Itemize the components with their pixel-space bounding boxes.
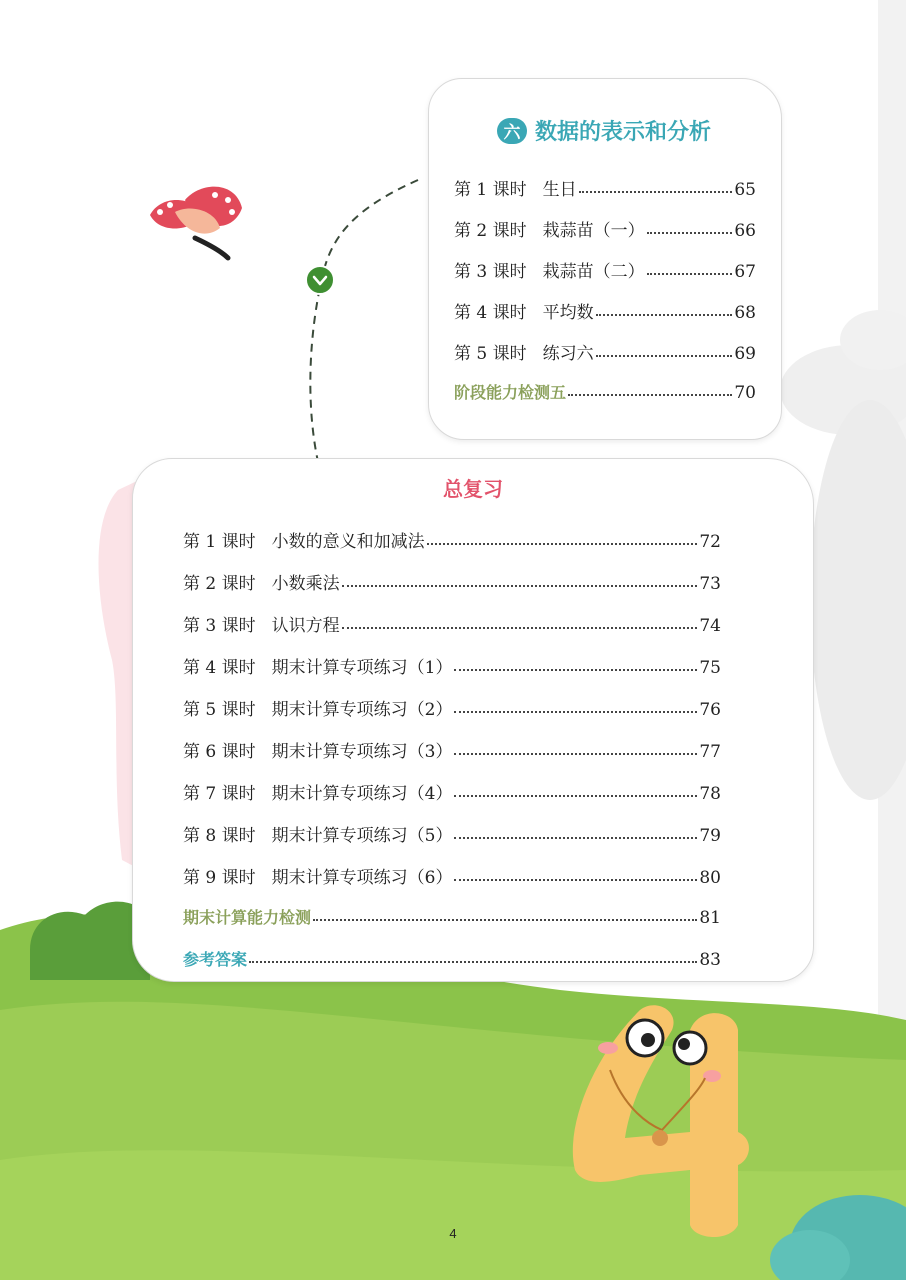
toc-leader-dots	[454, 711, 697, 713]
toc-lesson-label: 第 2 课时	[454, 221, 527, 241]
toc-title: 栽蒜苗（一）	[542, 221, 645, 241]
toc-entry[interactable]	[183, 611, 721, 653]
toc-entry[interactable]	[454, 380, 756, 421]
toc-title: 阶段能力检测五	[454, 383, 567, 402]
toc-entry[interactable]	[183, 905, 721, 947]
toc-page-number: 80	[699, 868, 721, 888]
toc-page-number: 70	[734, 383, 756, 403]
toc-entry[interactable]	[183, 821, 721, 863]
toc-page-number: 81	[699, 908, 721, 928]
toc-title: 平均数	[542, 303, 594, 323]
unit-header	[497, 115, 711, 146]
toc-entry[interactable]	[183, 737, 721, 779]
toc-title: 期末计算专项练习（5）	[271, 826, 453, 846]
toc-entry[interactable]	[183, 569, 721, 611]
toc-title: 栽蒜苗（二）	[542, 262, 645, 282]
toc-lesson-label: 第 5 课时	[183, 700, 256, 720]
toc-leader-dots	[454, 669, 697, 671]
toc-lesson-label: 第 6 课时	[183, 742, 256, 762]
toc-lesson-label: 第 7 课时	[183, 784, 256, 804]
toc-page-number: 72	[699, 532, 721, 552]
toc-title: 认识方程	[271, 616, 340, 636]
toc-leader-dots	[568, 394, 732, 396]
toc-page-number: 65	[734, 180, 756, 200]
toc-page-number: 83	[699, 950, 721, 970]
toc-leader-dots	[342, 585, 698, 587]
toc-title: 小数乘法	[271, 574, 340, 594]
toc-lesson-label: 第 2 课时	[183, 574, 256, 594]
toc-page-number: 78	[699, 784, 721, 804]
butterfly-icon	[150, 187, 242, 258]
toc-entry[interactable]	[454, 175, 756, 216]
toc-leader-dots	[249, 961, 697, 963]
toc-lesson-label: 第 1 课时	[183, 532, 256, 552]
toc-entry[interactable]	[454, 257, 756, 298]
toc-title: 参考答案	[183, 950, 248, 969]
unit-title: 数据的表示和分析	[535, 120, 712, 145]
chevron-down-icon	[304, 264, 336, 296]
toc-leader-dots	[579, 191, 733, 193]
toc-title: 期末计算能力检测	[183, 908, 312, 927]
unit-six-toc-card	[428, 78, 782, 440]
toc-title: 期末计算专项练习（3）	[271, 742, 453, 762]
toc-leader-dots	[454, 795, 697, 797]
toc-entry[interactable]	[183, 653, 721, 695]
toc-title: 期末计算专项练习（4）	[271, 784, 453, 804]
toc-entry[interactable]	[183, 947, 721, 989]
toc-lesson-label: 第 3 课时	[454, 262, 527, 282]
toc-entry[interactable]	[454, 298, 756, 339]
toc-entry[interactable]	[183, 779, 721, 821]
toc-leader-dots	[647, 273, 733, 275]
toc-entry[interactable]	[183, 863, 721, 905]
toc-page-number: 77	[699, 742, 721, 762]
toc-lesson-label: 第 8 课时	[183, 826, 256, 846]
next-section-button[interactable]	[304, 264, 336, 296]
review-title: 总复习	[443, 477, 503, 501]
toc-lesson-label: 第 4 课时	[183, 658, 256, 678]
toc-entry[interactable]	[183, 695, 721, 737]
toc-lesson-label: 第 5 课时	[454, 344, 527, 364]
toc-leader-dots	[454, 879, 697, 881]
unit-toc-list	[454, 175, 756, 421]
toc-page-number: 67	[734, 262, 756, 282]
toc-lesson-label: 第 9 课时	[183, 868, 256, 888]
toc-title: 期末计算专项练习（6）	[271, 868, 453, 888]
toc-leader-dots	[342, 627, 698, 629]
toc-page-number: 66	[734, 221, 756, 241]
toc-page-number: 68	[734, 303, 756, 323]
toc-page-number: 73	[699, 574, 721, 594]
review-toc-card	[132, 458, 814, 982]
unit-number-badge: 六	[497, 118, 527, 144]
toc-page-number: 69	[734, 344, 756, 364]
toc-page-number: 74	[699, 616, 721, 636]
toc-leader-dots	[427, 543, 698, 545]
page-number: 4	[449, 1226, 457, 1241]
toc-title: 期末计算专项练习（2）	[271, 700, 453, 720]
toc-leader-dots	[647, 232, 733, 234]
toc-title: 小数的意义和加减法	[271, 532, 425, 552]
toc-lesson-label: 第 3 课时	[183, 616, 256, 636]
toc-page-number: 76	[699, 700, 721, 720]
toc-lesson-label: 第 1 课时	[454, 180, 527, 200]
toc-entry[interactable]	[454, 339, 756, 380]
toc-page-number: 79	[699, 826, 721, 846]
toc-entry[interactable]	[454, 216, 756, 257]
toc-entry[interactable]	[183, 527, 721, 569]
toc-leader-dots	[454, 837, 697, 839]
toc-leader-dots	[454, 753, 697, 755]
toc-title: 生日	[542, 180, 577, 200]
toc-title: 练习六	[542, 344, 594, 364]
toc-title: 期末计算专项练习（1）	[271, 658, 453, 678]
toc-page-number: 75	[699, 658, 721, 678]
toc-leader-dots	[596, 355, 733, 357]
review-toc-list	[183, 527, 721, 989]
toc-leader-dots	[596, 314, 733, 316]
toc-lesson-label: 第 4 课时	[454, 303, 527, 323]
toc-leader-dots	[313, 919, 697, 921]
